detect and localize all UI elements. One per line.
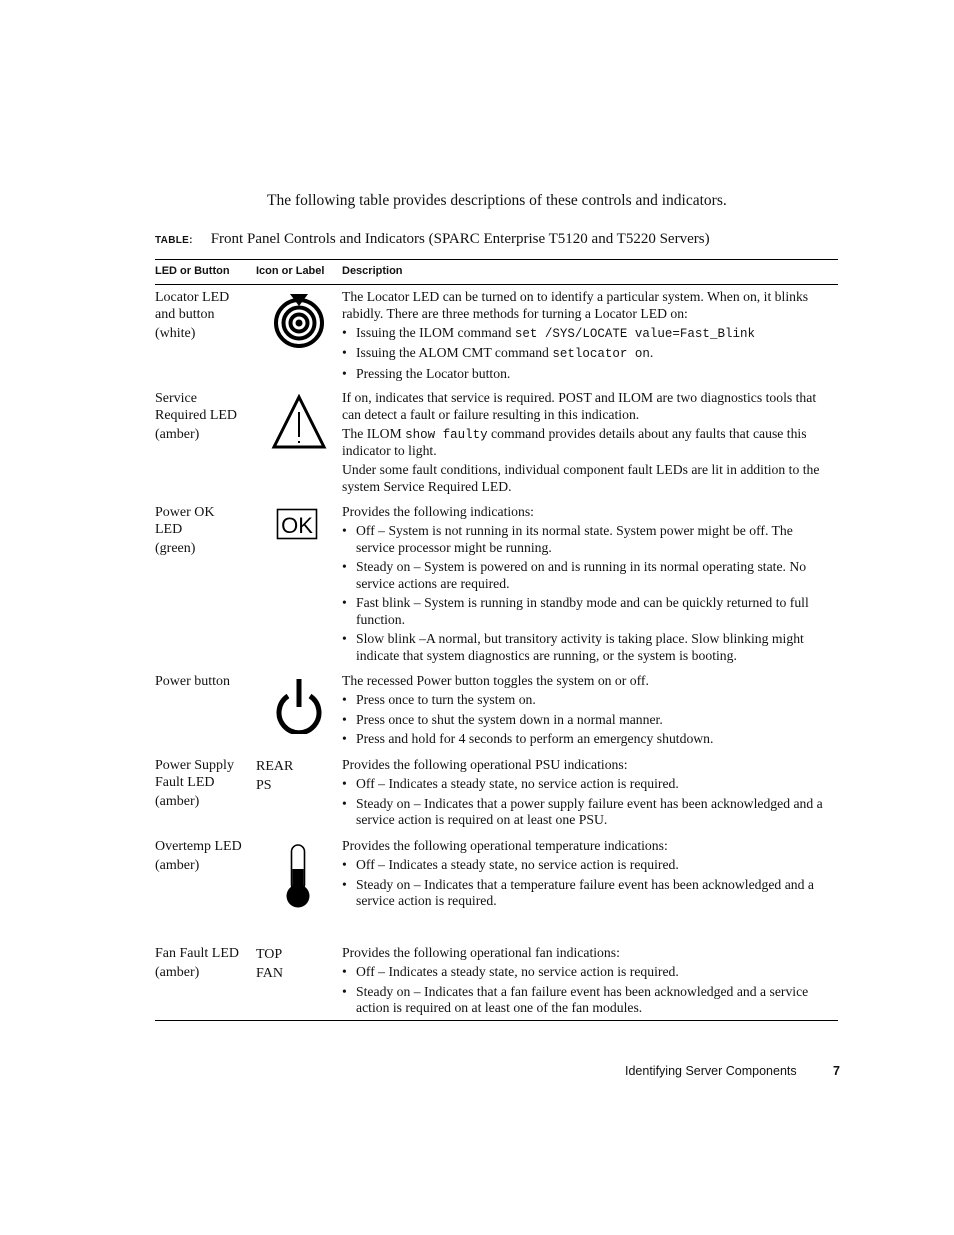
- ok-label-icon: [276, 508, 320, 540]
- table-title: Front Panel Controls and Indicators (SPARC Enterprise T5120 and T5220 Servers): [210, 231, 710, 247]
- list-item: • Press once to turn the system on.: [342, 692, 832, 709]
- list-item: • Press and hold for 4 seconds to perform an emergency shutdown.: [342, 731, 832, 748]
- led-name: Locator LED: [155, 290, 230, 305]
- description-text: Provides the following operational fan indications:: [342, 945, 620, 960]
- icon-label-cell: [256, 757, 336, 795]
- icon-label-text: REAR: [256, 759, 294, 774]
- description-cell: [342, 673, 832, 751]
- led-color: (green): [155, 541, 196, 556]
- warning-triangle-icon: [271, 394, 327, 450]
- table-top-rule: [155, 259, 838, 260]
- led-name-cell: [155, 390, 255, 445]
- icon-label-text: TOP: [256, 947, 283, 962]
- led-color: (amber): [155, 965, 200, 980]
- list-item: • Press once to shut the system down in a normal manner.: [342, 712, 832, 729]
- list-item: • Steady on – Indicates that a temperature failure event has been acknowledged and a service action is required.: [342, 877, 832, 910]
- description-text: Provides the following operational PSU indications:: [342, 757, 628, 772]
- led-name: LED: [155, 522, 183, 537]
- led-name-cell: [155, 757, 255, 812]
- list-item: • Off – Indicates a steady state, no service action is required.: [342, 964, 832, 981]
- description-cell: [342, 945, 832, 1020]
- list-item: • Off – Indicates a steady state, no service action is required.: [342, 857, 832, 874]
- led-name: and button: [155, 307, 215, 322]
- code-text: set /SYS/LOCATE value=Fast_Blink: [514, 326, 755, 341]
- led-name-cell: [155, 838, 255, 876]
- list-item: • Issuing the ALOM CMT command setlocator on.: [342, 345, 832, 363]
- led-name-cell: [155, 504, 255, 559]
- led-name-cell: [155, 673, 255, 692]
- led-name: Overtemp LED: [155, 839, 242, 854]
- list-item: • Steady on – System is powered on and is running in its normal operating state. No service actions are required.: [342, 559, 832, 592]
- led-name: Power button: [155, 674, 231, 689]
- header-led-or-button: LED or Button: [155, 265, 230, 277]
- icon-label-text: FAN: [256, 966, 283, 981]
- description-cell: [342, 838, 832, 913]
- led-name: Power Supply: [155, 758, 234, 773]
- description-cell: [342, 504, 832, 667]
- list-item: • Steady on – Indicates that a fan failure event has been acknowledged and a service action is required on at least one of the fan modules.: [342, 984, 832, 1017]
- code-text: show faulty: [405, 427, 488, 442]
- icon-label-cell: [256, 945, 336, 983]
- led-name-cell: [155, 289, 255, 344]
- list-item: • Issuing the ILOM command set /SYS/LOCATE value=Fast_Blink: [342, 325, 832, 343]
- header-description: Description: [342, 265, 403, 277]
- led-name-cell: [155, 945, 255, 983]
- led-color: (white): [155, 326, 196, 341]
- icon-label-text: PS: [256, 778, 272, 793]
- description-cell: [342, 390, 832, 498]
- description-text: The ILOM show faulty command provides details about any faults that cause this indicator to light.: [342, 425, 807, 458]
- description-text: Provides the following indications:: [342, 504, 534, 519]
- led-name: Power OK: [155, 505, 215, 520]
- list-item: • Steady on – Indicates that a power supply failure event has been acknowledged and a service action is required on at least one PSU.: [342, 796, 832, 829]
- table-bottom-rule: [155, 1020, 838, 1021]
- header-icon-or-label: Icon or Label: [256, 265, 325, 277]
- ok-label-text: OK: [281, 513, 313, 538]
- footer-section-title: Identifying Server Components: [625, 1064, 797, 1078]
- intro-text: The following table provides descriptions of these controls and indicators.: [267, 192, 727, 209]
- table-caption: [155, 231, 710, 248]
- power-icon: [274, 676, 324, 734]
- code-text: setlocator on: [552, 347, 650, 361]
- led-name: Service: [155, 391, 197, 406]
- led-name: Fault LED: [155, 775, 215, 790]
- description-cell: [342, 757, 832, 832]
- locator-target-icon: [273, 292, 325, 348]
- led-color: (amber): [155, 858, 200, 873]
- description-text: If on, indicates that service is required. POST and ILOM are two diagnostics tools that can detect a fault or failure resulting in this indication.: [342, 390, 817, 422]
- description-text: Under some fault conditions, individual component fault LEDs are lit in addition to the system Service Required LED.: [342, 462, 820, 494]
- list-item: • Off – System is not running in its normal state. System power might be off. The service processor might be running.: [342, 523, 832, 556]
- thermometer-icon: [285, 843, 311, 909]
- header-rule: [155, 284, 838, 285]
- table-tag: TABLE:: [155, 235, 193, 246]
- led-color: (amber): [155, 427, 200, 442]
- led-name: Required LED: [155, 408, 238, 423]
- description-text: The recessed Power button toggles the system on or off.: [342, 673, 649, 688]
- list-item: • Slow blink –A normal, but transitory activity is taking place. Slow blinking might indicate that system diagnostics are running, or the system is booting.: [342, 631, 832, 664]
- list-item: • Off – Indicates a steady state, no service action is required.: [342, 776, 832, 793]
- led-color: (amber): [155, 794, 200, 809]
- led-name: Fan Fault LED: [155, 946, 239, 961]
- description-text: Provides the following operational temperature indications:: [342, 838, 668, 853]
- description-text: The Locator LED can be turned on to identify a particular system. When on, it blinks rabidly. There are three methods for turning a Locator LED on:: [342, 289, 809, 321]
- description-cell: [342, 289, 832, 385]
- list-item: • Fast blink – System is running in standby mode and can be quickly returned to full function.: [342, 595, 832, 628]
- list-item: • Pressing the Locator button.: [342, 366, 832, 383]
- page-number: 7: [833, 1064, 840, 1078]
